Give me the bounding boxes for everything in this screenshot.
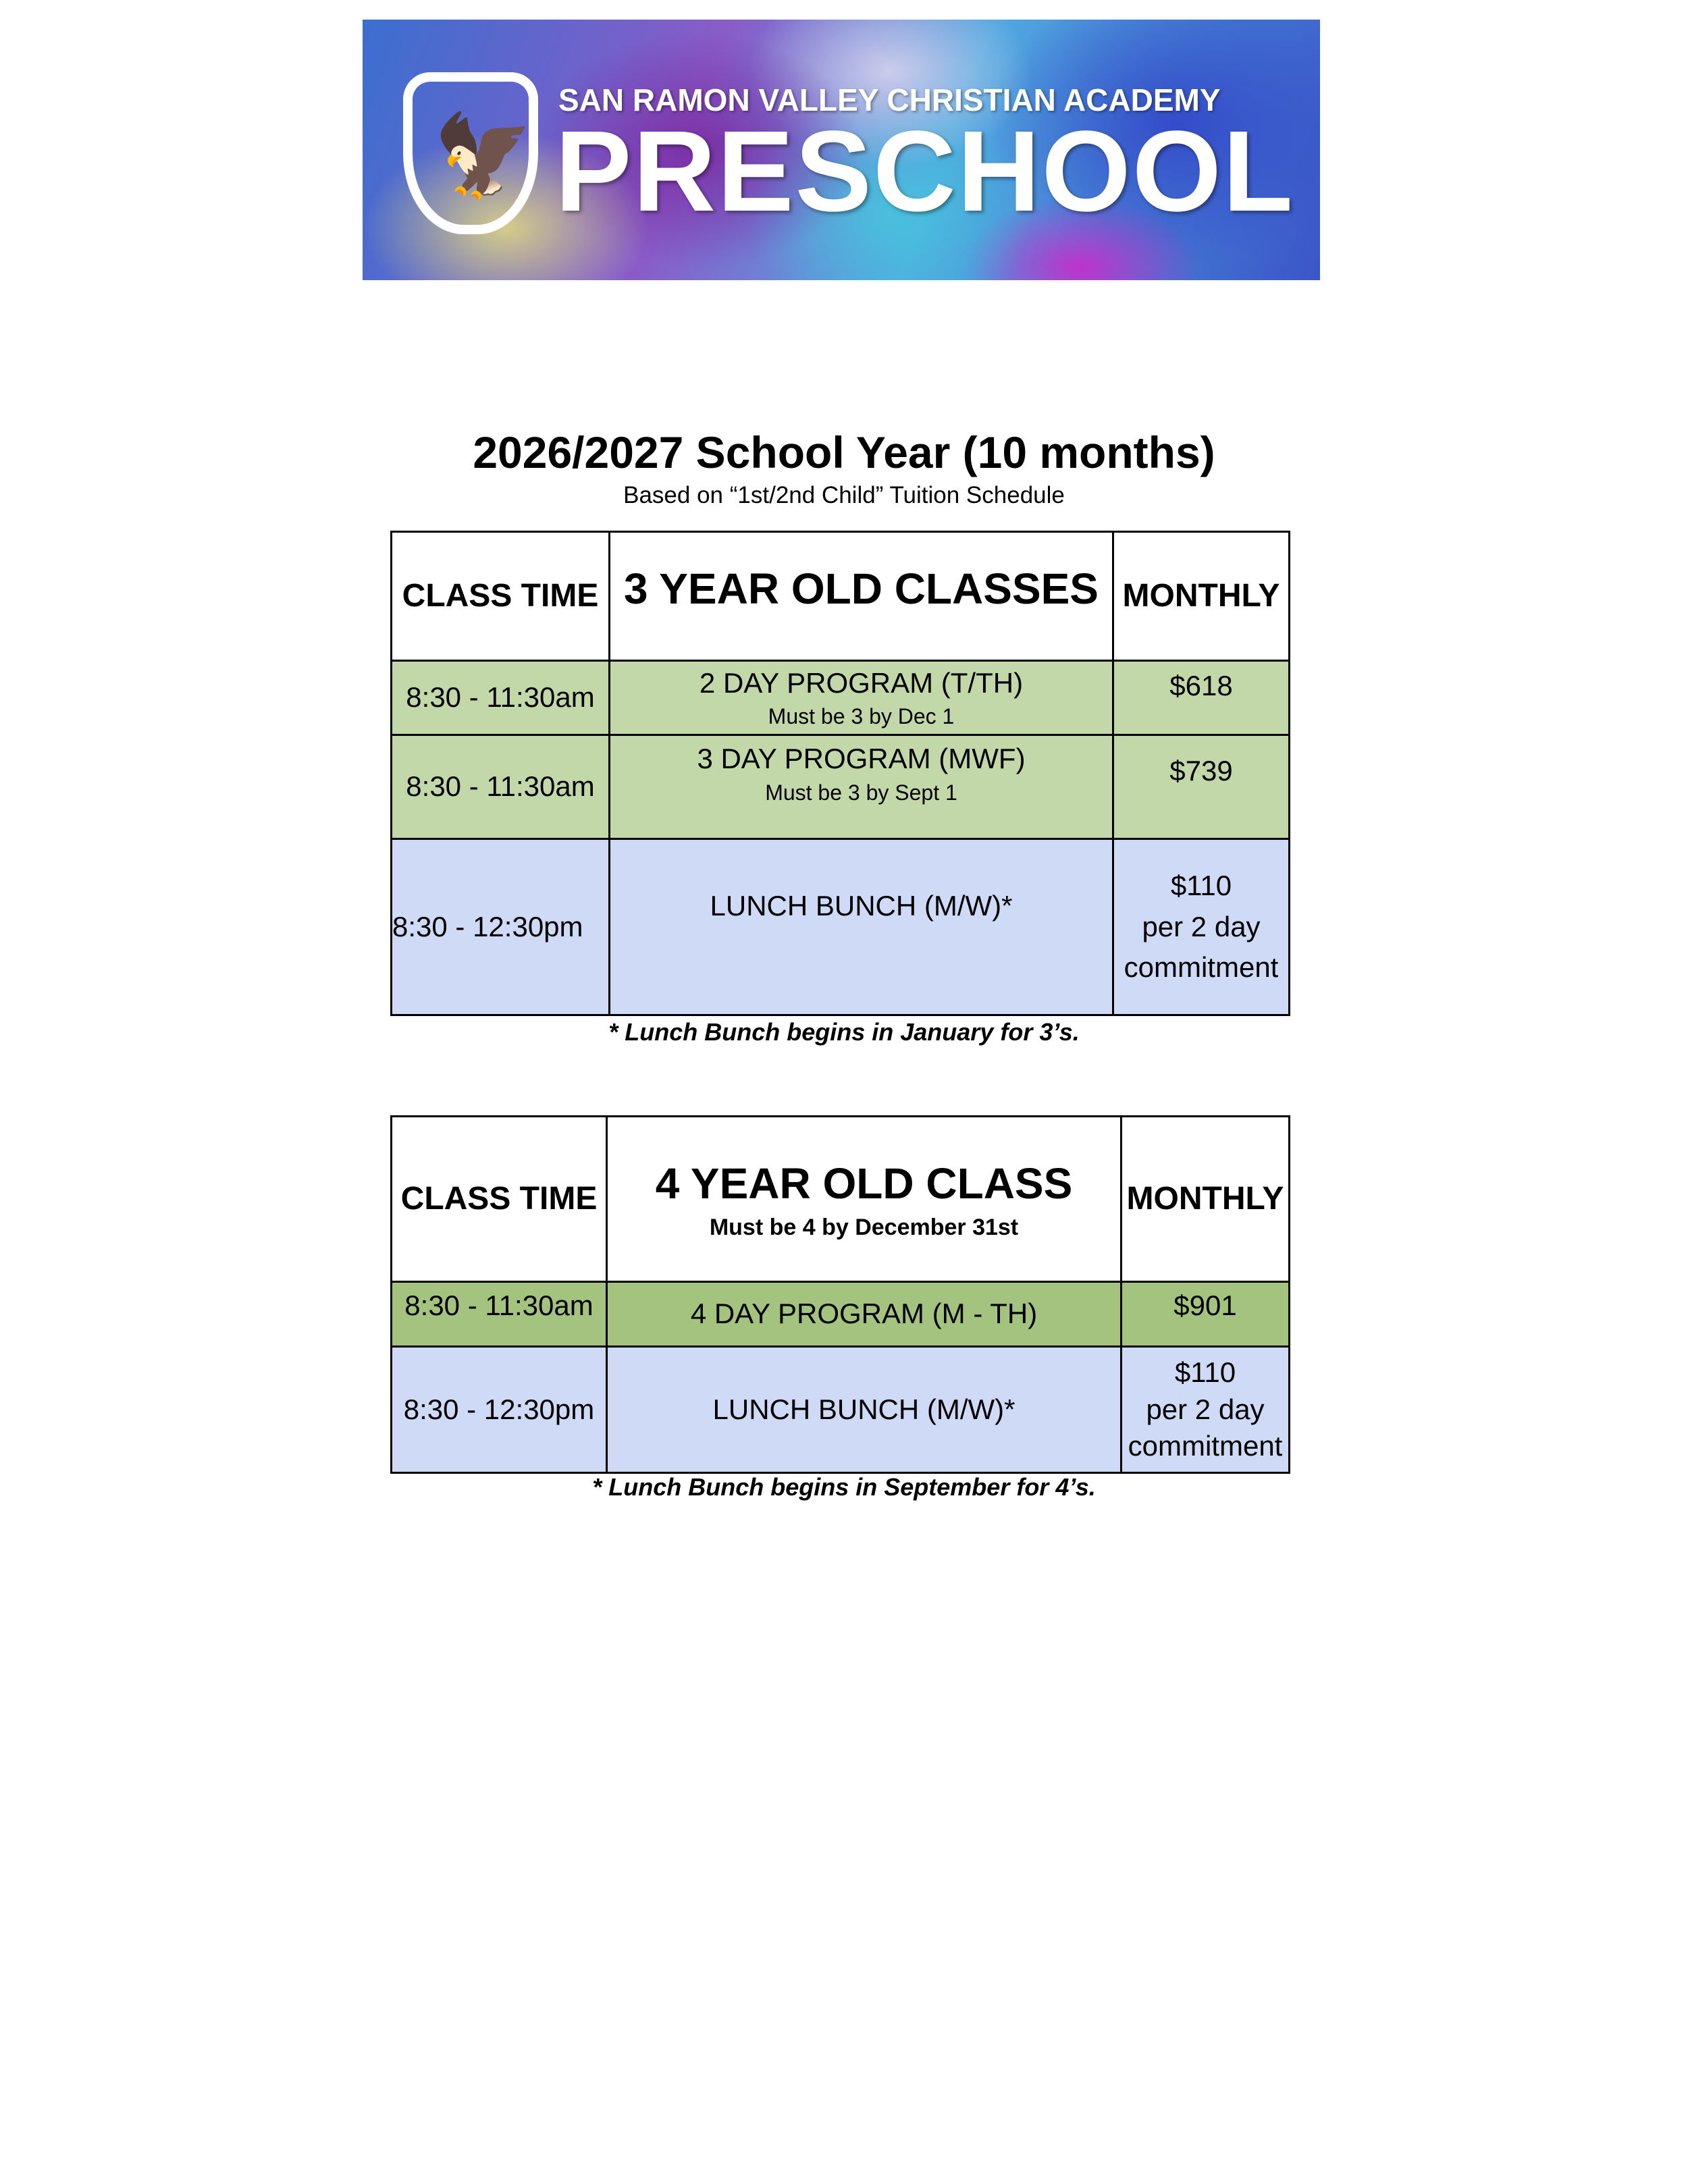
- class-time: 8:30 - 11:30am: [392, 735, 610, 839]
- program-cell: [610, 735, 1113, 839]
- col-monthly: MONTHLY: [1122, 1117, 1290, 1282]
- col-monthly: MONTHLY: [1113, 532, 1290, 661]
- monthly-price: $618: [1113, 661, 1290, 735]
- monthly-price: $901: [1122, 1282, 1290, 1347]
- table-row: [392, 661, 1290, 735]
- table-header-row: [392, 1117, 1290, 1282]
- table-header-row: [392, 532, 1290, 661]
- price-unit: per 2 day: [1142, 910, 1261, 942]
- monthly-price: [1113, 839, 1290, 1015]
- col-class-time: CLASS TIME: [392, 1117, 607, 1282]
- program-name: 3 DAY PROGRAM (MWF): [697, 743, 1026, 774]
- monthly-price: [1122, 1347, 1290, 1473]
- three-year-old-table: [390, 531, 1290, 1016]
- table-row: [392, 1347, 1290, 1473]
- col-class: 3 YEAR OLD CLASSES: [610, 532, 1113, 661]
- table-row: [392, 1282, 1290, 1347]
- col-class-time: CLASS TIME: [392, 532, 610, 661]
- class-time: 8:30 - 12:30pm: [392, 1347, 607, 1473]
- price-commitment: commitment: [1124, 951, 1279, 984]
- age-requirement: Must be 3 by Dec 1: [768, 704, 955, 729]
- eagle-icon: 🦅: [433, 111, 534, 201]
- price-amount: $110: [1174, 1356, 1236, 1389]
- page-title: 2026/2027 School Year (10 months): [473, 427, 1215, 477]
- footnote-3s: * Lunch Bunch begins in January for 3’s.: [608, 1018, 1080, 1046]
- page-subtitle: Based on “1st/2nd Child” Tuition Schedule: [623, 482, 1065, 508]
- class-time: 8:30 - 12:30pm: [392, 839, 610, 1015]
- program-cell: [610, 661, 1113, 735]
- program-name: 2 DAY PROGRAM (T/TH): [699, 666, 1024, 699]
- school-name: SAN RAMON VALLEY CHRISTIAN ACADEMY: [558, 82, 1221, 117]
- price-unit: per 2 day: [1146, 1393, 1265, 1425]
- class-time: 8:30 - 11:30am: [392, 1282, 607, 1347]
- col-class-title: 4 YEAR OLD CLASS: [655, 1158, 1073, 1208]
- program-name: 4 DAY PROGRAM (M - TH): [607, 1282, 1122, 1347]
- program-name: PRESCHOOL: [555, 107, 1294, 236]
- col-class-note: Must be 4 by December 31st: [709, 1215, 1019, 1241]
- program-name: LUNCH BUNCH (M/W)*: [610, 839, 1113, 1015]
- four-year-old-table: [390, 1115, 1290, 1474]
- price-commitment: commitment: [1128, 1430, 1283, 1462]
- class-time: 8:30 - 11:30am: [392, 661, 610, 735]
- price-amount: $110: [1170, 869, 1232, 901]
- age-requirement: Must be 3 by Sept 1: [765, 780, 957, 805]
- shield-logo: [403, 72, 538, 234]
- program-name: LUNCH BUNCH (M/W)*: [607, 1347, 1122, 1473]
- table-row: [392, 735, 1290, 839]
- preschool-banner: [363, 20, 1320, 280]
- monthly-price: $739: [1113, 735, 1290, 839]
- footnote-4s: * Lunch Bunch begins in September for 4’s.: [592, 1473, 1096, 1501]
- col-class: [607, 1117, 1122, 1282]
- table-row: [392, 839, 1290, 1015]
